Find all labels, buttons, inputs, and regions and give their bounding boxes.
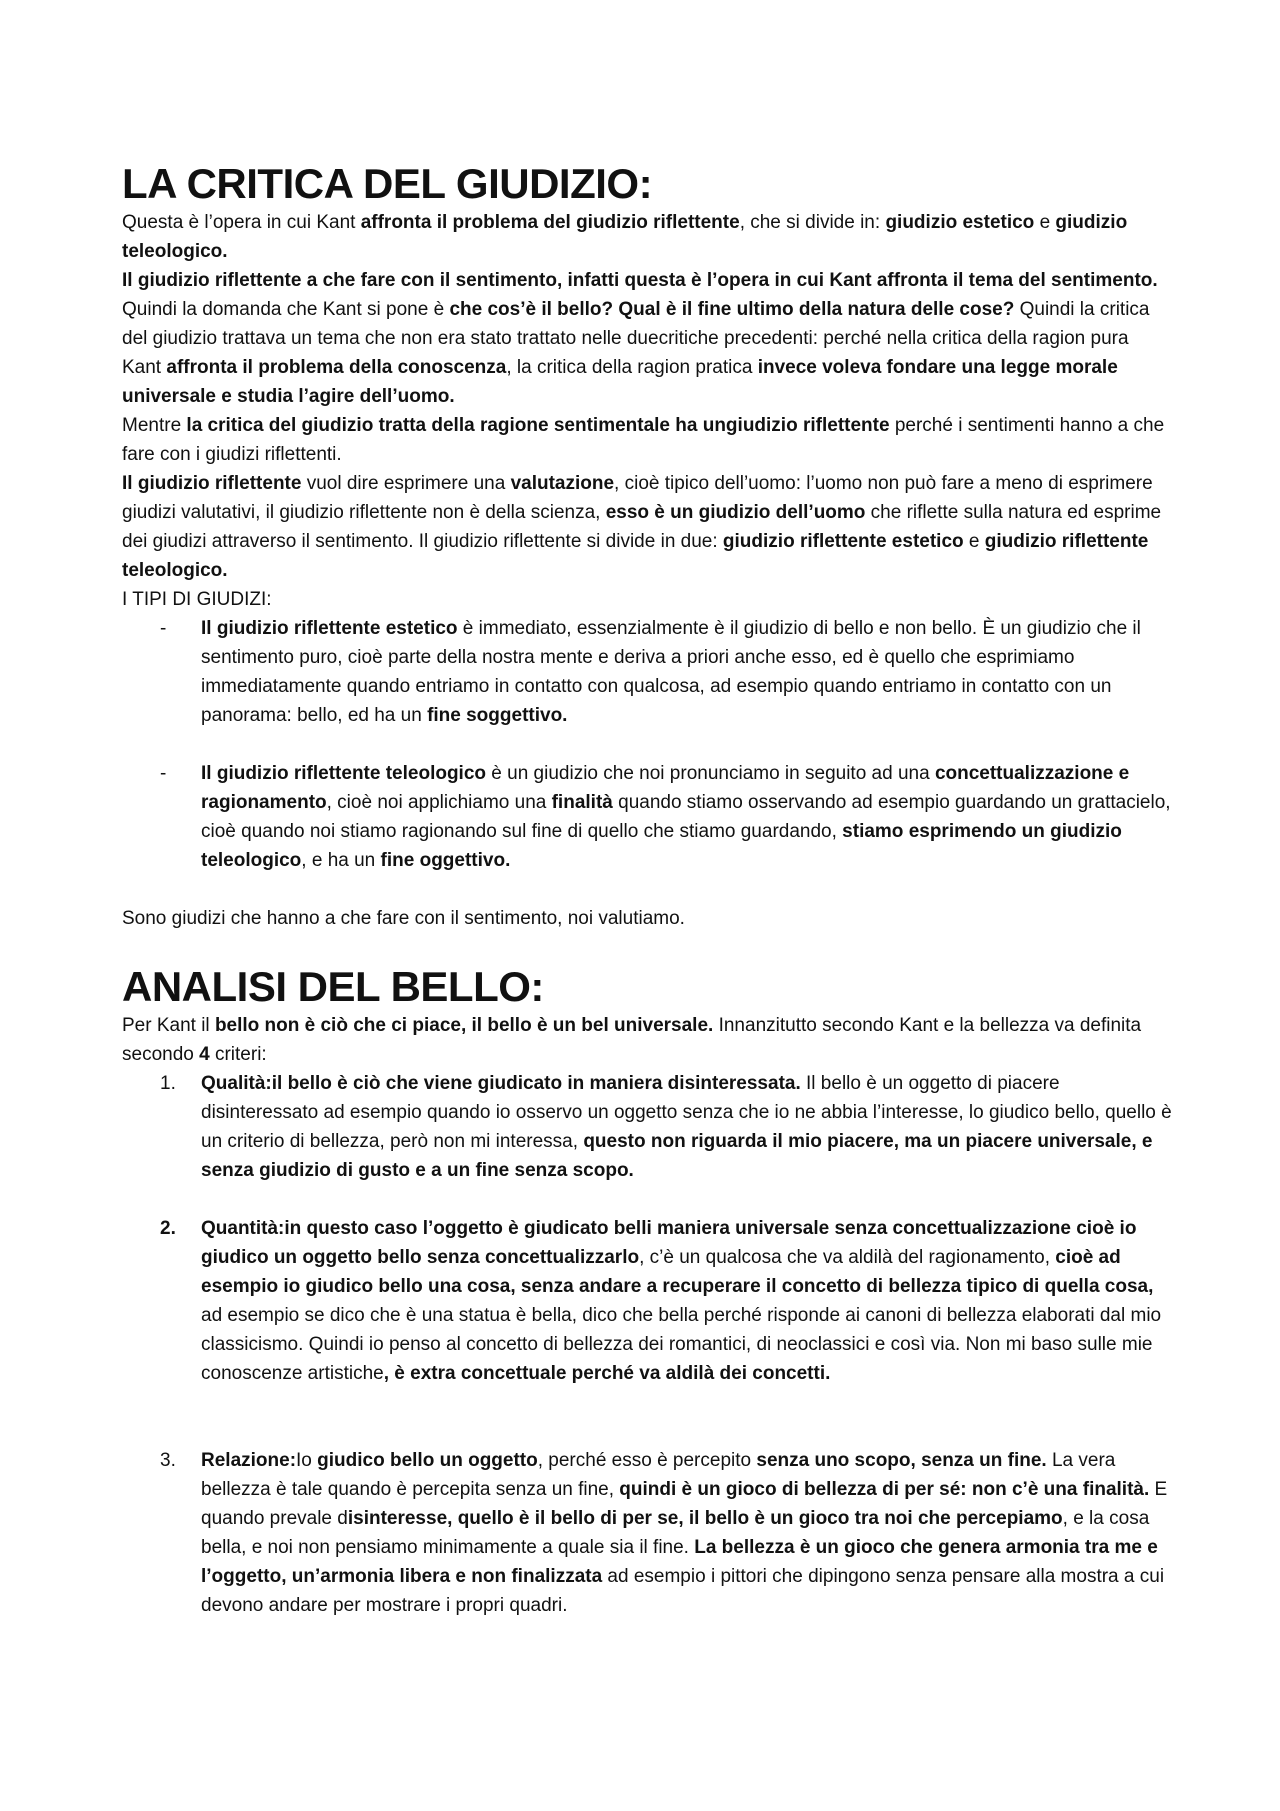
paragraph <box>122 266 1172 411</box>
bold-text: Il giudizio riflettente teleologico <box>201 763 487 784</box>
text-run: perché i sentimenti hanno a che fare con i giudizi riflettenti. <box>122 415 1165 465</box>
text-run: , e la cosa bella, e noi non pensiamo minimamente a quale sia il fine. <box>201 1508 1150 1558</box>
bold-text: Qualità:il bello è ciò che viene giudicato in maniera disinteressata. <box>201 1073 801 1094</box>
document-page <box>122 160 1172 1620</box>
list-item <box>122 1446 1172 1620</box>
bold-text: esso è un giudizio dell’uomo <box>605 502 866 523</box>
text-run: Quindi la critica del giudizio trattava un tema che non era stato trattato nelle duecritiche precedenti: perché nella critica della ragion pura Kant <box>122 299 1150 378</box>
criteria-list <box>122 1069 1172 1620</box>
text-run: criteri: <box>209 1044 267 1065</box>
list-marker: - <box>160 618 167 639</box>
text-run: Sono giudizi che hanno a che fare con il sentimento, noi valutiamo. <box>122 908 685 929</box>
spacer <box>122 730 1172 759</box>
bold-text: bello non è ciò che ci piace, il bello è un bel universale. <box>214 1015 714 1036</box>
bold-text: Il giudizio riflettente <box>122 473 302 494</box>
bold-text: valutazione <box>510 473 615 494</box>
bold-text: finalità <box>551 792 613 813</box>
bold-text: La bellezza è un gioco che genera armonia tra me e l’oggetto, un’armonia libera e non finalizzata <box>201 1537 1158 1587</box>
paragraph <box>122 1011 1172 1069</box>
text-run: vuol dire esprimere una <box>301 473 511 494</box>
text-run: E quando prevale d <box>201 1479 1168 1529</box>
spacer <box>122 1185 1172 1214</box>
text-run: La vera bellezza è tale quando è percepita senza un fine, <box>201 1450 1116 1500</box>
text-run: , e ha un <box>301 850 381 871</box>
bold-text: fine oggettivo. <box>380 850 511 871</box>
bold-text: giudizio riflettente teleologico. <box>122 531 1149 581</box>
list-item <box>122 1069 1172 1185</box>
text-run: Mentre <box>122 415 187 436</box>
bold-text: fine soggettivo. <box>427 705 568 726</box>
bold-text: giudizio riflettente estetico <box>722 531 964 552</box>
bold-text: che cos’è il bello? Qual è il fine ultimo della natura delle cose? <box>449 299 1015 320</box>
bold-text: Il giudizio riflettente a che fare con il sentimento, infatti questa è l’opera in cui Kant affronta il tema del sentimento. <box>122 270 1158 291</box>
section-heading: ANALISI DEL BELLO: <box>122 963 544 1010</box>
list-marker: 2. <box>160 1218 176 1239</box>
bold-text: affronta il problema del giudizio riflettente <box>360 212 740 233</box>
text-run: , che si divide in: <box>739 212 886 233</box>
spacer <box>122 1388 1172 1446</box>
bold-text: invece voleva fondare una legge morale universale e studia l’agire dell’uomo. <box>122 357 1118 407</box>
text-run: e <box>963 531 985 552</box>
text-run: è un giudizio che noi pronunciamo in seguito ad una <box>486 763 935 784</box>
paragraph <box>122 585 1172 614</box>
text-run: Il bello è un oggetto di piacere disinteressato ad esempio quando io osservo un oggetto senza che io ne abbia l’interesse, lo giudico bello, quello è un criterio di bellezza, però non mi interessa, <box>201 1073 1172 1152</box>
bold-text: cioè ad esempio io giudico bello una cosa, senza andare a recuperare il concetto di bellezza tipico di quella cosa, <box>201 1247 1154 1297</box>
section-heading: LA CRITICA DEL GIUDIZIO: <box>122 160 653 207</box>
text-run: , cioè noi applichiamo una <box>326 792 552 813</box>
text-run: e <box>1034 212 1056 233</box>
text-run: quando stiamo osservando ad esempio guardando un grattacielo, cioè quando noi stiamo ragionando sul fine di quello che stiamo guardando, <box>201 792 1171 842</box>
bold-text: senza uno scopo, senza un fine. <box>756 1450 1047 1471</box>
text-run: Innanzitutto secondo Kant e la bellezza va definita secondo <box>122 1015 1142 1065</box>
bold-text: questo non riguarda il mio piacere, ma un piacere universale, e senza giudizio di gusto e a un fine senza scopo. <box>201 1131 1153 1181</box>
bold-text: Il giudizio riflettente estetico <box>201 618 458 639</box>
paragraph <box>122 904 1172 933</box>
bold-text: isinteresse, quello è il bello di per se, il bello è un gioco tra noi che percepiamo <box>347 1508 1063 1529</box>
text-run: è immediato, essenzialmente è il giudizio di bello e non bello. È un giudizio che il sentimento puro, cioè parte della nostra mente e deriva a priori anche esso, ed è quello che esprimiamo immediatamente quando entriamo in contatto con qualcosa, ad esempio quando entriamo in contatto con un panorama: bello, ed ha un <box>201 618 1141 726</box>
bold-text: Relazione: <box>201 1450 297 1471</box>
bold-text: stiamo esprimendo un giudizio teleologico <box>201 821 1122 871</box>
text-run: ad esempio i pittori che dipingono senza pensare alla mostra a cui devono andare per mostrare i propri quadri. <box>201 1566 1165 1616</box>
text-run: , cioè tipico dell’uomo: l’uomo non può fare a meno di esprimere giudizi valutativi, il giudizio riflettente non è della scienza, <box>122 473 1153 523</box>
paragraph <box>122 469 1172 585</box>
text-run: , c’è un qualcosa che va aldilà del ragionamento, <box>639 1247 1056 1268</box>
text-run: ad esempio se dico che è una statua è bella, dico che bella perché risponde ai canoni di bellezza elaborati dal mio classicismo. Quindi io penso al concetto di bellezza dei romantici, di neoclassici e così via. Non mi baso sulle mie conoscenze artistiche <box>201 1305 1162 1384</box>
paragraph <box>122 208 1172 266</box>
bold-text: giudizio teleologico. <box>122 212 1128 262</box>
list-marker: - <box>160 763 167 784</box>
bold-text: , è extra concettuale perché va aldilà dei concetti. <box>383 1363 831 1384</box>
list-item <box>122 1214 1172 1388</box>
spacer <box>122 875 1172 904</box>
text-run: Questa è l’opera in cui Kant <box>122 212 361 233</box>
text-run: Per Kant il <box>122 1015 215 1036</box>
text-run: Quindi la domanda che Kant si pone è <box>122 299 450 320</box>
text-run: , perché esso è percepito <box>537 1450 757 1471</box>
bold-text: giudizio estetico <box>885 212 1035 233</box>
text-run: Io <box>296 1450 318 1471</box>
list-item <box>122 759 1172 875</box>
bold-text: concettualizzazione e ragionamento <box>201 763 1130 813</box>
text-run: , la critica della ragion pratica <box>506 357 758 378</box>
list-marker: 3. <box>160 1450 176 1471</box>
bold-text: affronta il problema della conoscenza <box>166 357 507 378</box>
list-marker: 1. <box>160 1073 176 1094</box>
text-run: che riflette sulla natura ed esprime dei giudizi attraverso il sentimento. Il giudizio riflettente si divide in due: <box>122 502 1162 552</box>
bold-text: giudico bello un oggetto <box>317 1450 538 1471</box>
list-item <box>122 614 1172 730</box>
bold-text: Quantità:in questo caso l’oggetto è giudicato belli maniera universale senza concettualizzazione cioè io giudico un oggetto bello senza concettualizzarlo <box>201 1218 1137 1268</box>
bold-text: la critica del giudizio tratta della ragione sentimentale ha ungiudizio riflettente <box>186 415 890 436</box>
paragraph <box>122 411 1172 469</box>
bold-text: quindi è un gioco di bellezza di per sé: non c’è una finalità. <box>619 1479 1150 1500</box>
bold-text: 4 <box>199 1044 210 1065</box>
text-run: I TIPI DI GIUDIZI: <box>122 589 272 610</box>
judgment-type-list <box>122 614 1172 904</box>
